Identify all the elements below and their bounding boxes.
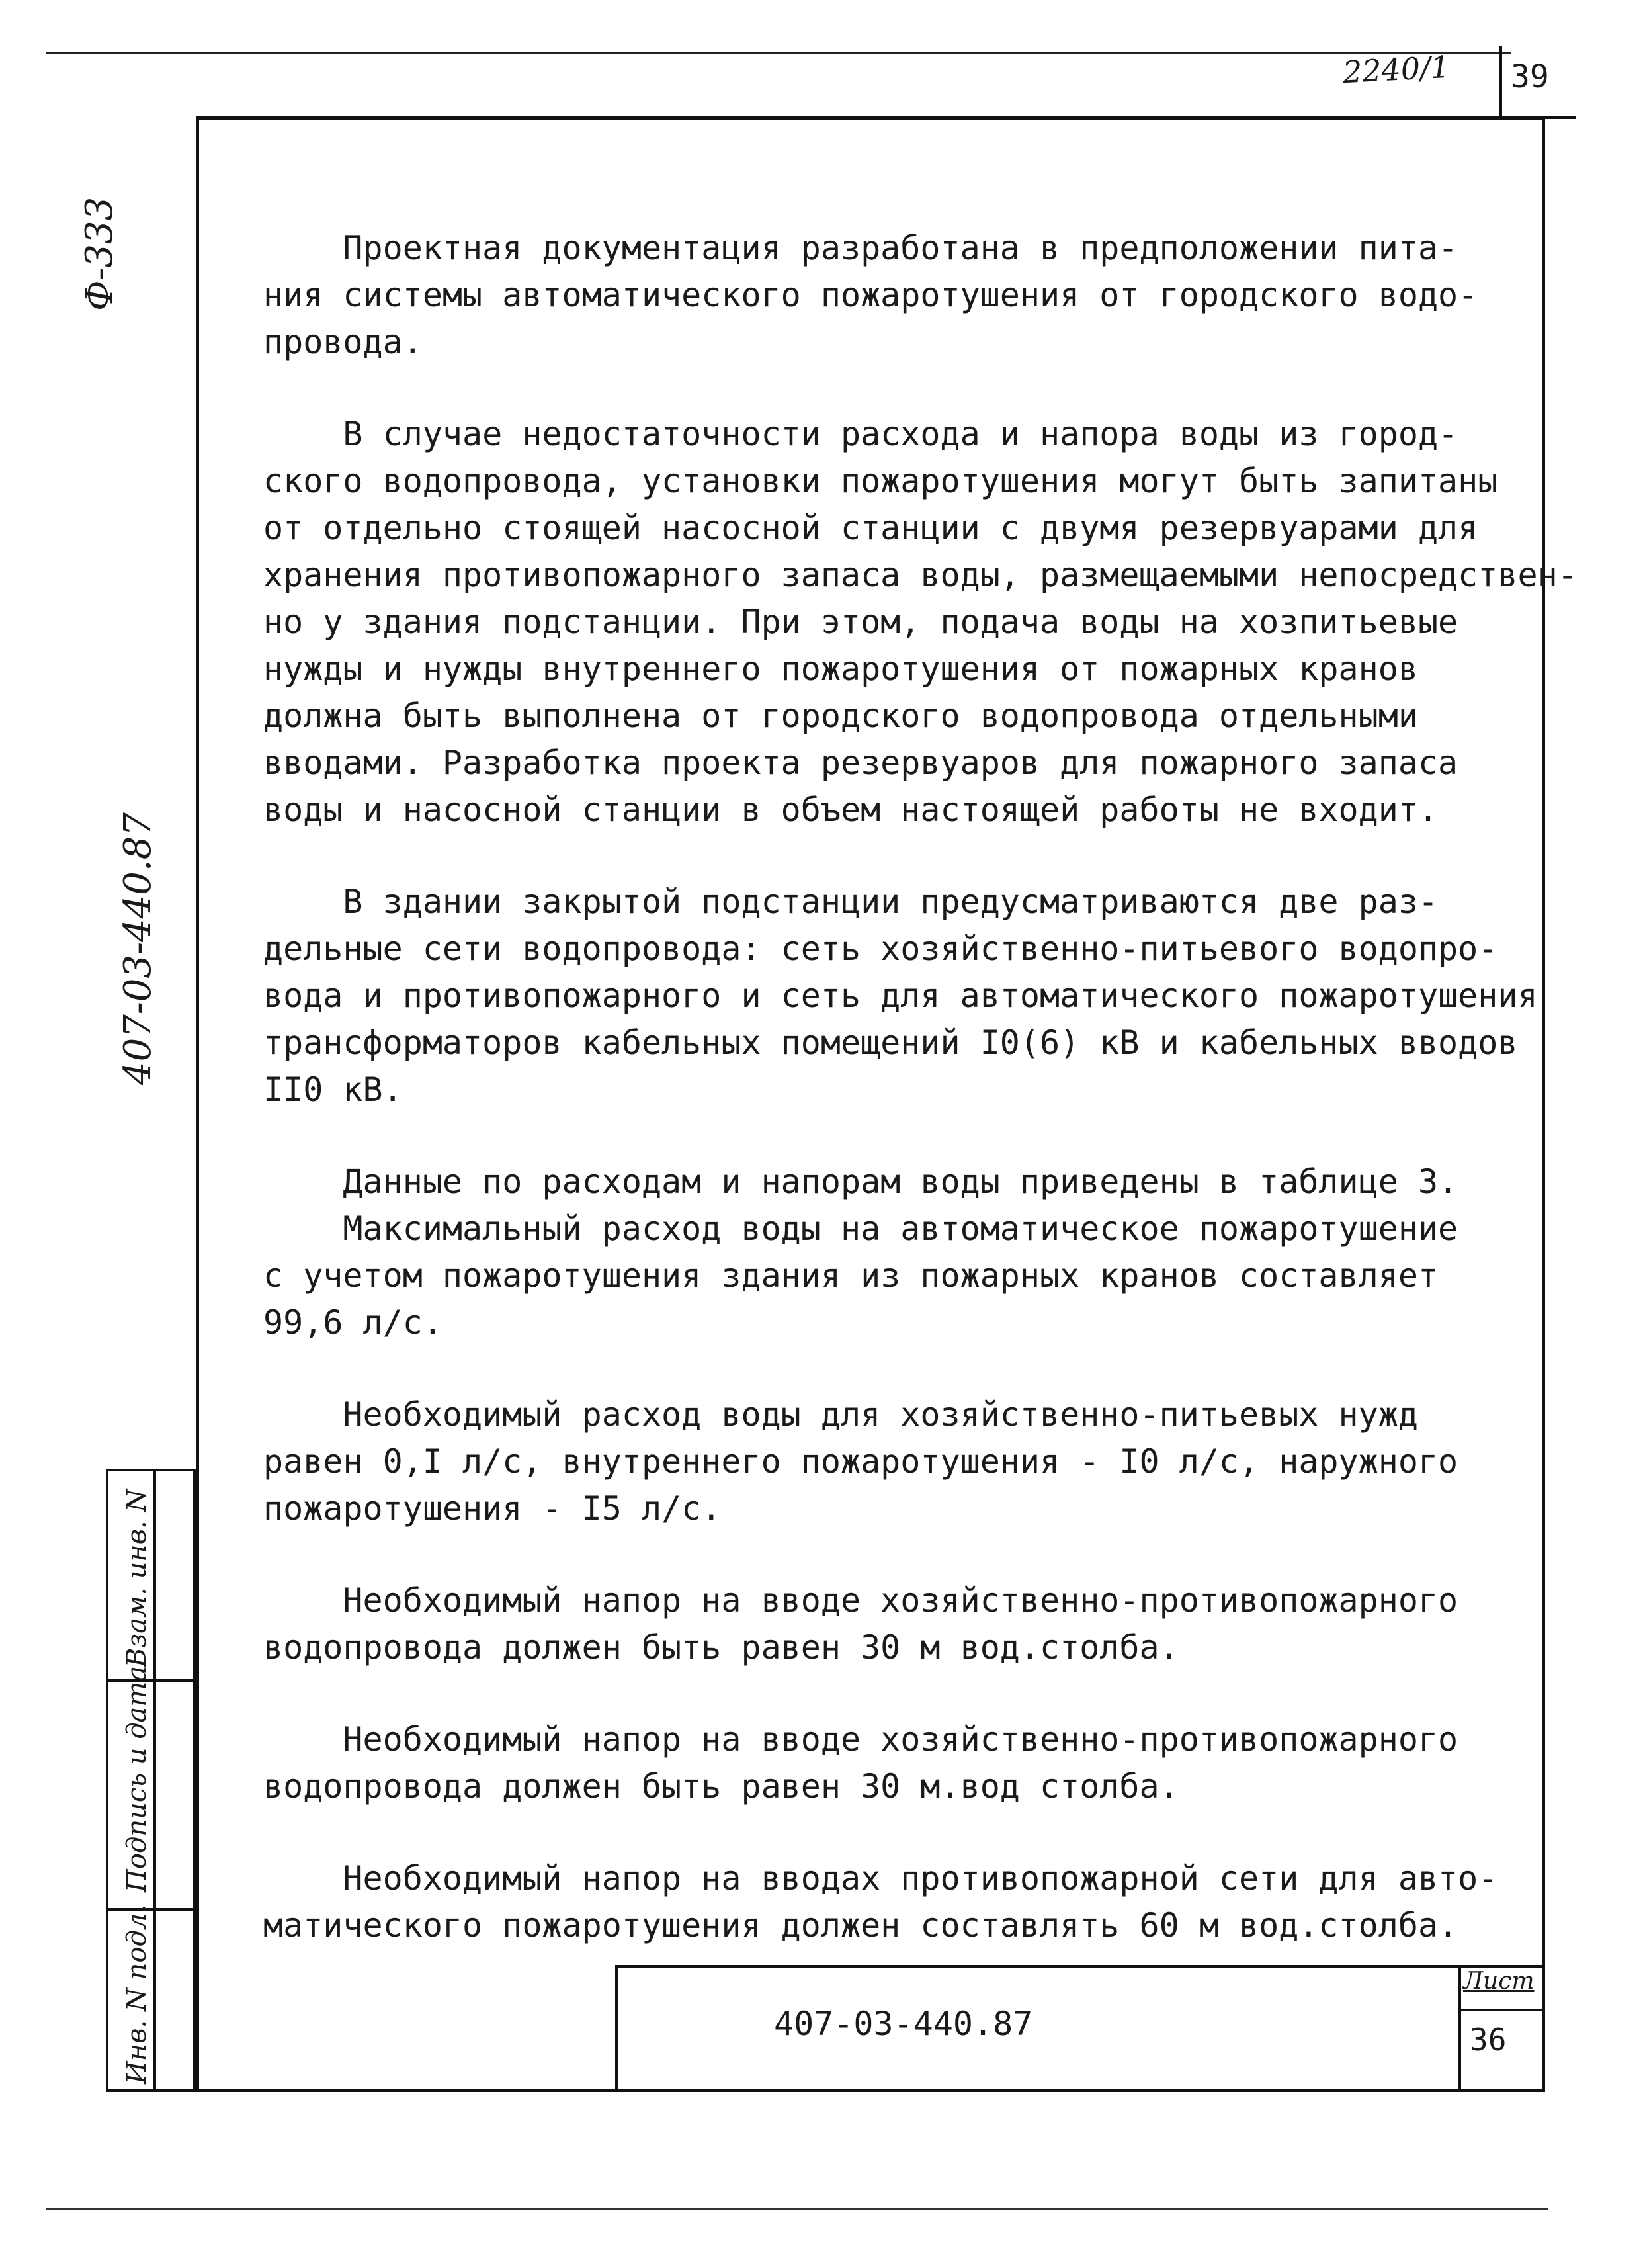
text-line: нужды и нужды внутреннего пожаротушения от пожарных кранов	[263, 650, 1418, 688]
text-line: вода и противопожарного и сеть для автоматического пожаротушения	[263, 977, 1538, 1015]
text-line: воды и насосной станции в объем настоящей работы не входит.	[263, 791, 1439, 829]
text-line: водопровода должен быть равен 30 м вод.столба.	[263, 1628, 1179, 1667]
title-block-sheet-divider	[1458, 2009, 1545, 2011]
text-line: II0 кВ.	[263, 1070, 403, 1109]
text-line: В здании закрытой подстанции предусматриваются две раз-	[263, 883, 1439, 921]
paragraph	[263, 225, 1520, 366]
sheet-number: 39	[1511, 58, 1549, 95]
title-block	[615, 1965, 1545, 2092]
stamp-inner-line	[153, 1471, 156, 2089]
text-line: 99,6 л/с.	[263, 1303, 442, 1342]
paragraph	[263, 1577, 1520, 1671]
text-line: но у здания подстанции. При этом, подача воды на хозпитьевые	[263, 603, 1458, 641]
text-line: трансформаторов кабельных помещений I0(6) кВ и кабельных вводов	[263, 1024, 1518, 1062]
text-line: провода.	[263, 323, 423, 361]
bottom-rule	[46, 2208, 1548, 2210]
paragraph	[263, 1716, 1520, 1810]
text-line: матического пожаротушения должен составлять 60 м вод.столба.	[263, 1906, 1458, 1944]
archive-number: 2240/1	[1341, 48, 1451, 91]
text-line: вводами. Разработка проекта резервуаров для пожарного запаса	[263, 744, 1458, 782]
text-line: с учетом пожаротушения здания из пожарных кранов составляет	[263, 1256, 1439, 1295]
top-rule	[46, 52, 1511, 54]
side-doc-code: 407-03-440.87	[116, 812, 159, 1085]
paragraph	[263, 1855, 1520, 1949]
text-line: Максимальный расход воды на автоматическое пожаротушение	[263, 1209, 1458, 1248]
text-line: должна быть выполнена от городского водопровода отдельными	[263, 697, 1418, 735]
text-line: водопровода должен быть равен 30 м.вод столба.	[263, 1767, 1179, 1806]
text-line: от отдельно стоящей насосной станции с двумя резервуарами для	[263, 509, 1478, 547]
text-line: Необходимый расход воды для хозяйственно-питьевых нужд	[263, 1395, 1418, 1434]
text-line: Необходимый напор на вводах противопожарной сети для авто-	[263, 1859, 1498, 1897]
paragraph	[263, 411, 1578, 834]
text-line: ского водопровода, установки пожаротушения могут быть запитаны	[263, 462, 1498, 500]
text-line: Необходимый напор на вводе хозяйственно-противопожарного	[263, 1581, 1458, 1620]
body-text	[263, 225, 1578, 1949]
text-line: пожаротушения - I5 л/с.	[263, 1489, 722, 1528]
text-line: равен 0,I л/с, внутреннего пожаротушения - I0 л/с, наружного	[263, 1442, 1458, 1481]
text-line: В случае недостаточности расхода и напора воды из город-	[263, 415, 1458, 453]
title-block-sheet-number: 36	[1470, 2022, 1507, 2058]
paragraph	[263, 879, 1538, 1113]
title-block-sheet-label: Лист	[1463, 1968, 1535, 1995]
text-line: Необходимый напор на вводе хозяйственно-противопожарного	[263, 1720, 1458, 1759]
paragraph	[263, 1391, 1520, 1532]
paragraph	[263, 1158, 1520, 1346]
text-line: Проектная документация разработана в предположении пита-	[263, 229, 1458, 267]
stamp-replace-inv: Взам. инв. N	[122, 1489, 152, 1667]
text-line: хранения противопожарного запаса воды, размещаемыми непосредствен-	[263, 556, 1578, 594]
title-block-doc-code: 407-03-440.87	[774, 2005, 1033, 2043]
text-line: ния системы автоматического пожаротушения от городского водо-	[263, 276, 1478, 314]
stamp-inv-original: Инв. N подл.	[122, 1904, 152, 2084]
text-line: Данные по расходам и напорам воды приведены в таблице 3.	[263, 1162, 1458, 1201]
stamp-signature-date: Подпись и дата	[122, 1665, 152, 1892]
text-line: дельные сети водопровода: сеть хозяйственно-питьевого водопро-	[263, 930, 1498, 968]
form-code: Ф-333	[78, 196, 121, 311]
